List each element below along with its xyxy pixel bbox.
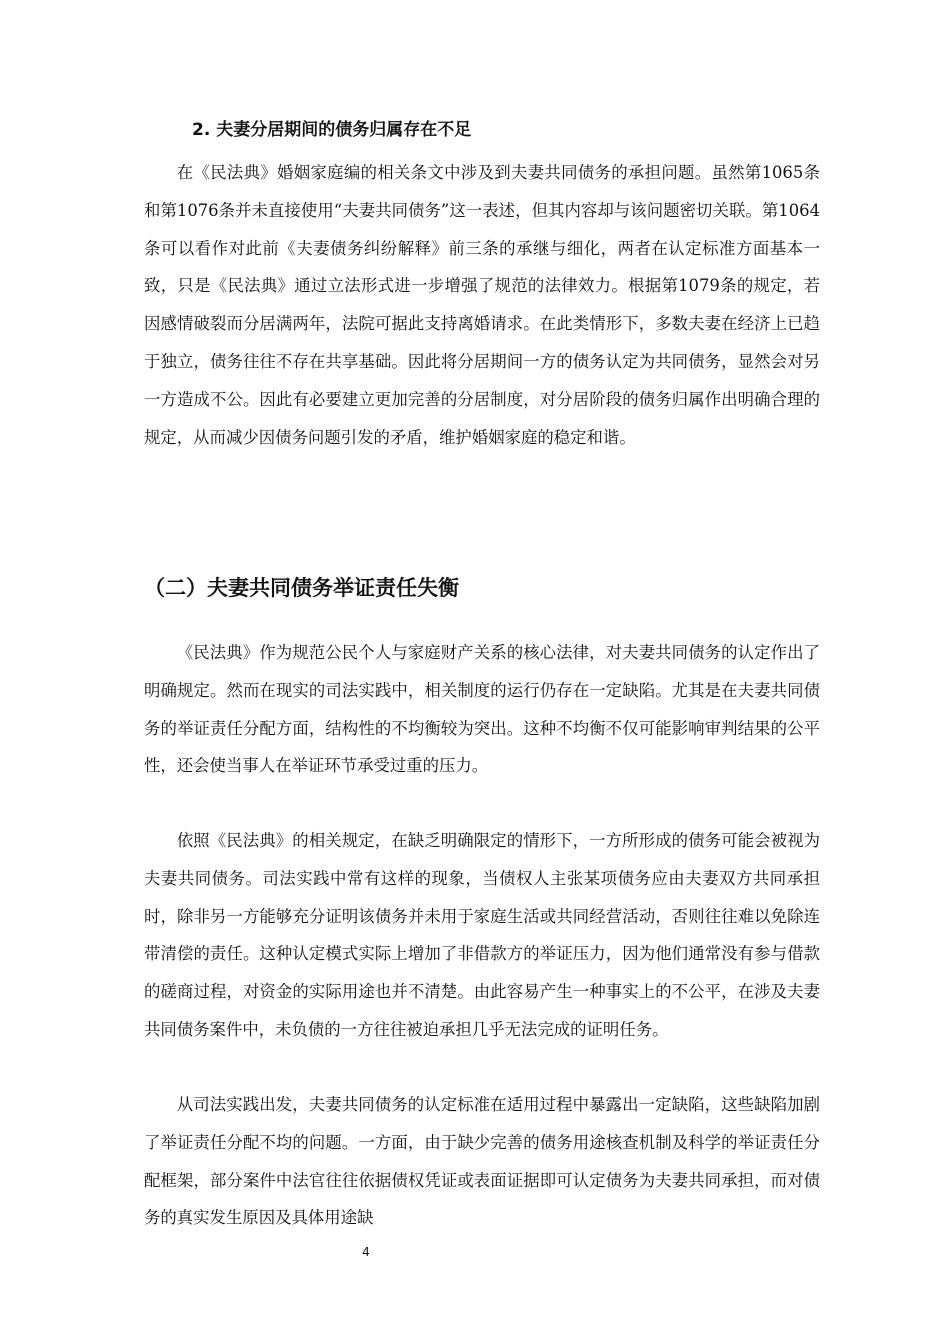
page-number: 4	[362, 1245, 370, 1259]
paragraph-judicial-practice: 从司法实践出发，夫妻共同债务的认定标准在适用过程中暴露出一定缺陷，这些缺陷加剧了举证责任分配不均的问题。一方面，由于缺少完善的债务用途核查机制及科学的举证责任分配框架，部分案件中法官往往依据债权凭证或表面证据即可认定债务为夫妻共同承担，而对债务的真实发生原因及具体用途缺	[144, 1095, 820, 1228]
section-heading-burden-of-proof: （二）夫妻共同债务举证责任失衡	[144, 576, 459, 600]
subheading-separation-debt: 2. 夫妻分居期间的债务归属存在不足	[192, 120, 472, 140]
paragraph-joint-liability: 依照《民法典》的相关规定，在缺乏明确限定的情形下，一方所形成的债务可能会被视为夫妻共同债务。司法实践中常有这样的现象，当债权人主张某项债务应由夫妻双方共同承担时，除非另一方能够充分证明该债务并未用于家庭生活或共同经营活动，否则往往难以免除连带清偿的责任。这种认定模式实际上增加了非借款方的举证压力，因为他们通常没有参与借款的磋商过程，对资金的实际用途也并不清楚。由此容易产生一种事实上的不公平，在涉及夫妻共同债务案件中，未负债的一方往往被迫承担几乎无法完成的证明任务。	[144, 831, 820, 1039]
paragraph-separation-debt: 在《民法典》婚姻家庭编的相关条文中涉及到夫妻共同债务的承担问题。虽然第1065条和第1076条并未直接使用“夫妻共同债务”这一表述，但其内容却与该问题密切关联。第1064条可以看作对此前《夫妻债务纠纷解释》前三条的承继与细化，两者在认定标准方面基本一致，只是《民法典》通过立法形式进一步增强了规范的法律效力。根据第1079条的规定，若因感情破裂而分居满两年，法院可据此支持离婚请求。在此类情形下，多数夫妻在经济上已趋于独立，债务往往不存在共享基础。因此将分居期间一方的债务认定为共同债务，显然会对另一方造成不公。因此有必要建立更加完善的分居制度，对分居阶段的债务归属作出明确合理的规定，从而减少因债务问题引发的矛盾，维护婚姻家庭的稳定和谐。	[144, 163, 820, 447]
paragraph-civil-code-overview: 《民法典》作为规范公民个人与家庭财产关系的核心法律，对夫妻共同债务的认定作出了明确规定。然而在现实的司法实践中，相关制度的运行仍存在一定缺陷。尤其是在夫妻共同债务的举证责任分配方面，结构性的不均衡较为突出。这种不均衡不仅可能影响审判结果的公平性，还会使当事人在举证环节承受过重的压力。	[144, 643, 820, 776]
